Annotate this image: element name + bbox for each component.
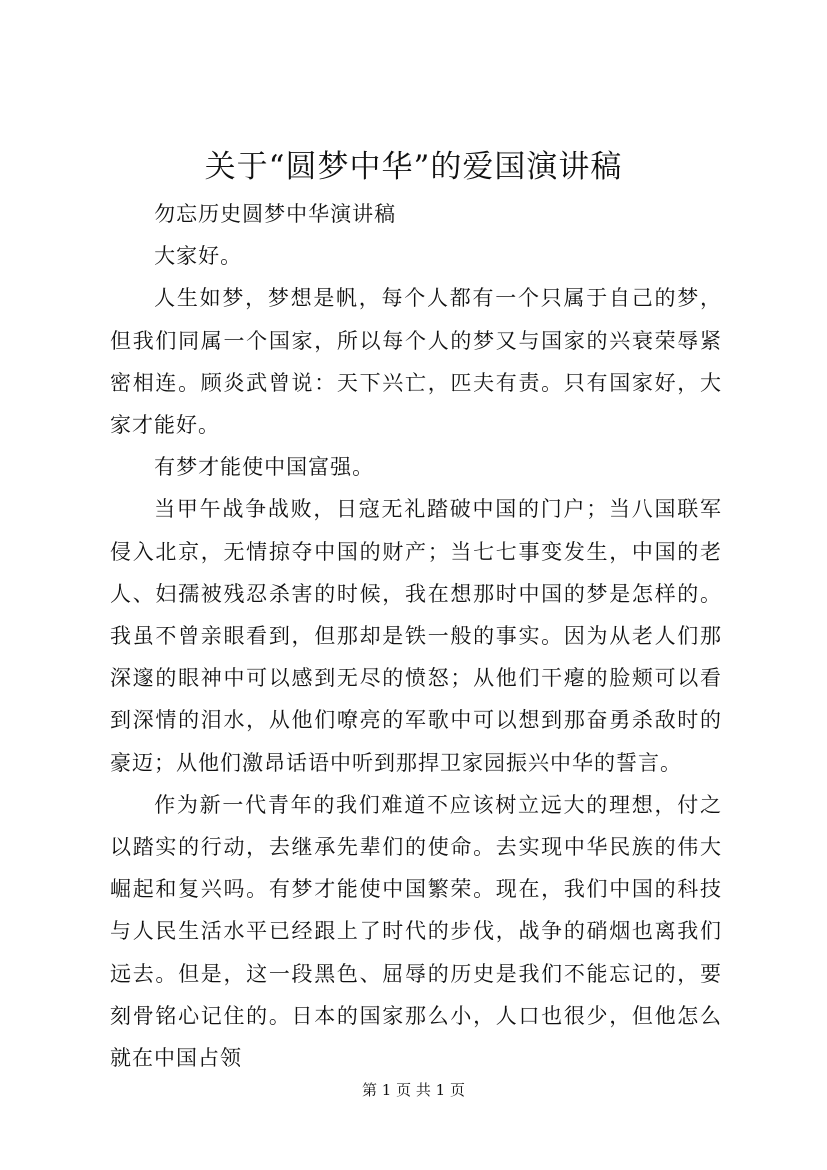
document-title: 关于“圆梦中华”的爱国演讲稿 (204, 149, 623, 185)
page-number: 第 1 页 (362, 1081, 412, 1099)
paragraph-subtitle: 勿忘历史圆梦中华演讲稿 (154, 202, 397, 226)
page-footer (0, 1080, 827, 1100)
document-body (110, 193, 722, 1079)
page-total: 共 1 页 (415, 1081, 465, 1099)
paragraph: 人生如梦，梦想是帆，每个人都有一个只属于自己的梦，但我们同属一个国家，所以每个人的梦又与国家的兴衰荣辱紧密相连。顾炎武曾说：天下兴亡，匹夫有责。只有国家好，大家才能好。 (110, 286, 722, 438)
paragraph: 当甲午战争战败，日寇无礼踏破中国的门户；当八国联军侵入北京，无情掠夺中国的财产；当七七事变发生，中国的老人、妇孺被残忍杀害的时候，我在想那时中国的梦是怎样的。我虽不曾亲眼看到，但那却是铁一般的事实。因为从老人们那深邃的眼神中可以感到无尽的愤怒；从他们干瘪的脸颊可以看到深情的泪水，从他们嘹亮的军歌中可以想到那奋勇杀敌时的豪迈；从他们激昂话语中听到那捍卫家园振兴中华的誓言。 (110, 497, 722, 775)
paragraph: 作为新一代青年的我们难道不应该树立远大的理想，付之以踏实的行动，去继承先辈们的使命。去实现中华民族的伟大崛起和复兴吗。有梦才能使中国繁荣。现在，我们中国的科技与人民生活水平已经跟上了时代的步伐，战争的硝烟也离我们远去。但是，这一段黑色、屈辱的历史是我们不能忘记的，要刻骨铭心记住的。日本的国家那么小，人口也很少，但他怎么就在中国占领 (110, 792, 722, 1071)
paragraph-greeting: 大家好。 (154, 244, 243, 269)
paragraph: 有梦才能使中国富强。 (154, 455, 375, 480)
